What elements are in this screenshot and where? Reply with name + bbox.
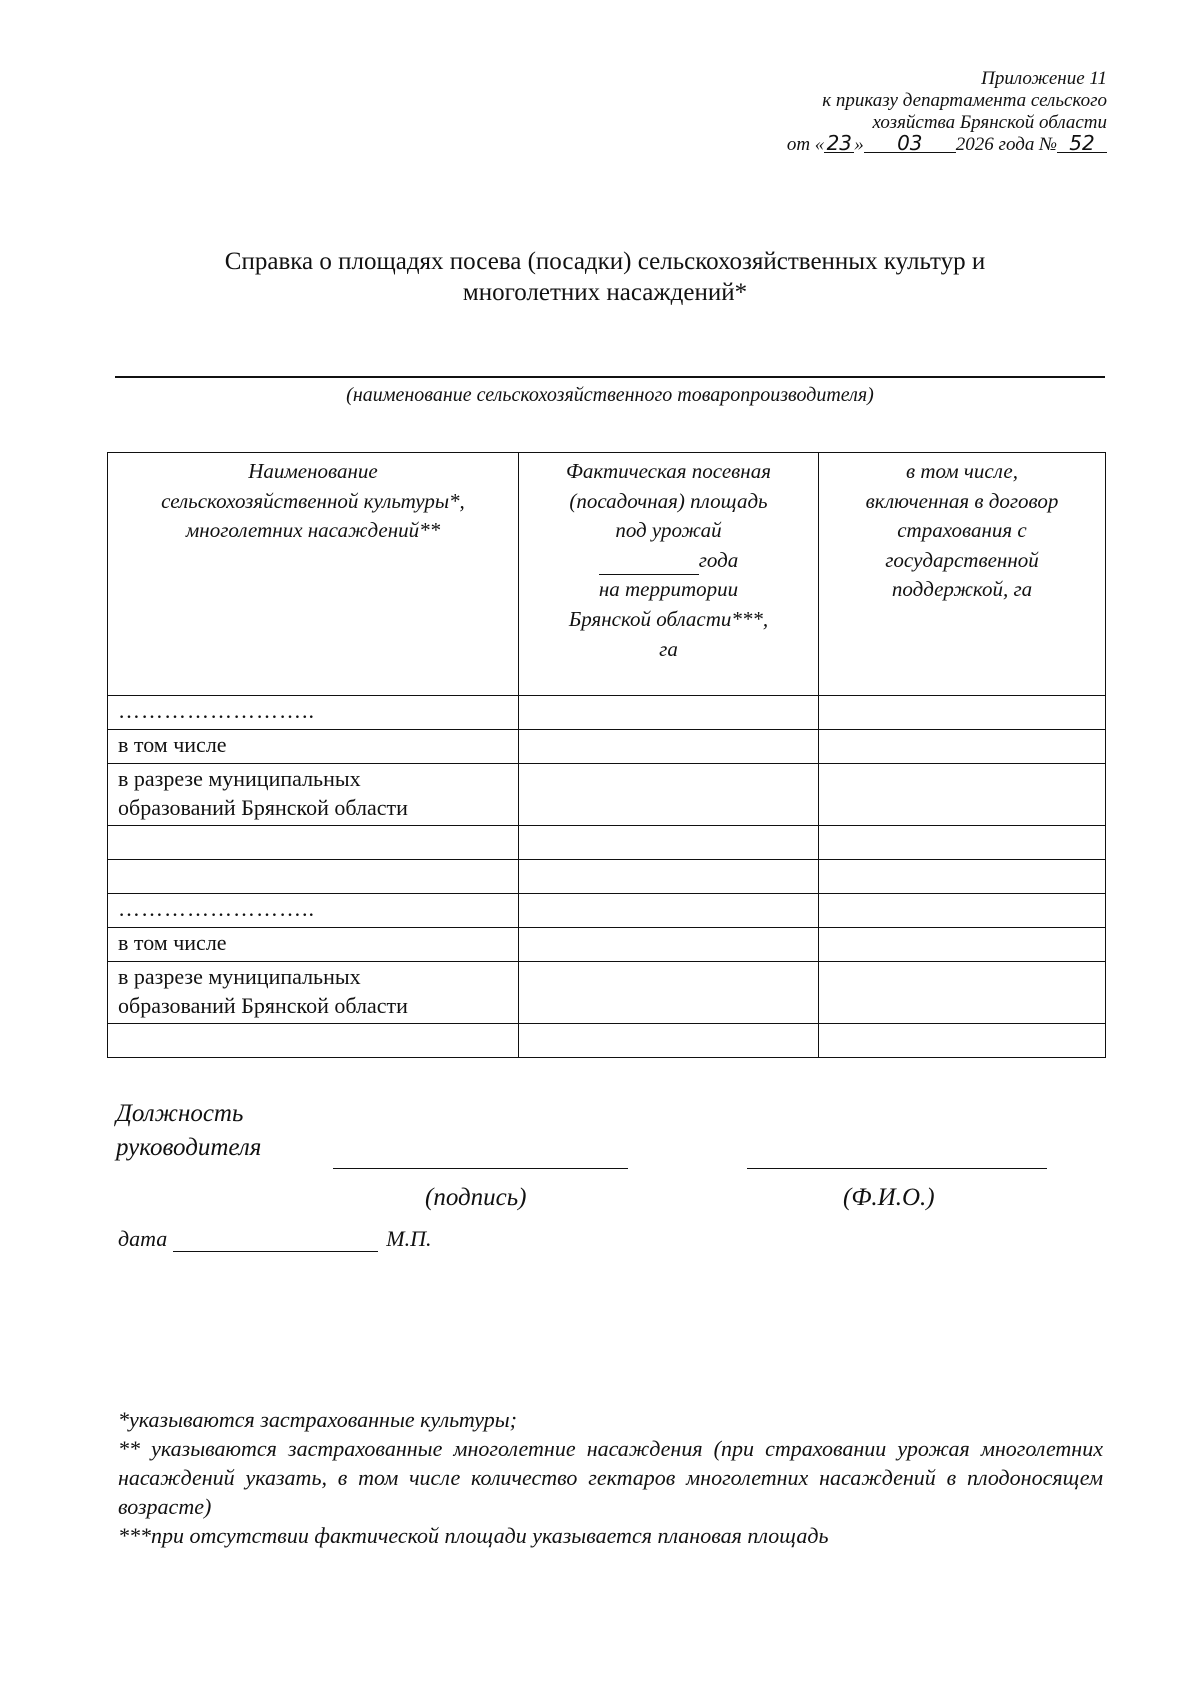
appendix-reference — [787, 68, 1107, 156]
row-crop-cell: в том числе — [108, 928, 519, 962]
footnote-3: ***при отсутствии фактической площади указывается плановая площадь — [118, 1523, 829, 1548]
appendix-date-line — [786, 131, 1107, 156]
full-name-caption: (Ф.И.О.) — [843, 1184, 935, 1211]
header-insured-area: в том числе, включенная в договор страхования с государственной поддержкой, га — [819, 453, 1106, 696]
table-row — [108, 696, 1106, 730]
organization-name-line — [115, 376, 1105, 378]
row-crop-cell — [108, 860, 519, 894]
title-line-2: многолетних насаждений* — [462, 279, 748, 306]
harvest-year-blank — [599, 554, 699, 575]
footnote-1: *указываются застрахованные культуры; — [118, 1407, 517, 1432]
date-month-field: 03 — [864, 134, 956, 153]
signature-line — [333, 1168, 628, 1169]
date-mid: » — [854, 134, 864, 155]
date-label: дата — [118, 1226, 168, 1251]
table-header-row — [108, 453, 1106, 696]
appendix-number: Приложение 11 — [981, 68, 1107, 89]
date-stamp-row — [118, 1226, 432, 1252]
row-crop-cell — [108, 1024, 519, 1058]
appendix-department: хозяйства Брянской области — [872, 112, 1107, 133]
table-row — [108, 894, 1106, 928]
table-row — [108, 730, 1106, 764]
date-prefix: от « — [786, 134, 825, 155]
order-number-field: 52 — [1057, 134, 1107, 153]
header-actual-area: Фактическая посевная (посадочная) площадь под урожай года на территории Брянской области***, га — [519, 453, 819, 696]
table-row — [108, 764, 1106, 826]
stamp-label: М.П. — [386, 1226, 432, 1251]
header-crop-name: Наименование сельскохозяйственной культуры*, многолетних насаждений** — [108, 453, 519, 696]
manager-position-label: Должность руководителя — [116, 1100, 262, 1161]
row-crop-cell: в разрезе муниципальных образований Брянской области — [108, 962, 519, 1024]
date-day-field: 23 — [824, 134, 854, 153]
table-row — [108, 826, 1106, 860]
row-crop-cell: в том числе — [108, 730, 519, 764]
row-crop-cell: …………………….. — [108, 696, 519, 730]
row-crop-cell: …………………….. — [108, 894, 519, 928]
date-line — [173, 1231, 378, 1252]
footnotes — [118, 1405, 1103, 1550]
table-row — [108, 962, 1106, 1024]
document-title — [100, 246, 1110, 308]
row-crop-cell: в разрезе муниципальных образований Брянской области — [108, 764, 519, 826]
date-year-text: 2026 года № — [955, 134, 1057, 155]
organization-caption: (наименование сельскохозяйственного товаропроизводителя) — [346, 384, 874, 406]
signature-caption: (подпись) — [425, 1184, 527, 1211]
table-row — [108, 860, 1106, 894]
sowing-area-table — [107, 452, 1106, 1058]
full-name-line — [747, 1168, 1047, 1169]
appendix-order-ref: к приказу департамента сельского — [822, 90, 1107, 111]
row-crop-cell — [108, 826, 519, 860]
footnote-2: ** указываются застрахованные многолетние насаждения (при страховании урожая многолетних насаждений указать, в том числе количество гектаров многолетних насаждений в плодоносящем возрасте) — [118, 1436, 1103, 1519]
table-row — [108, 928, 1106, 962]
table-row — [108, 1024, 1106, 1058]
title-line-1: Справка о площадях посева (посадки) сельскохозяйственных культур и — [224, 248, 986, 275]
